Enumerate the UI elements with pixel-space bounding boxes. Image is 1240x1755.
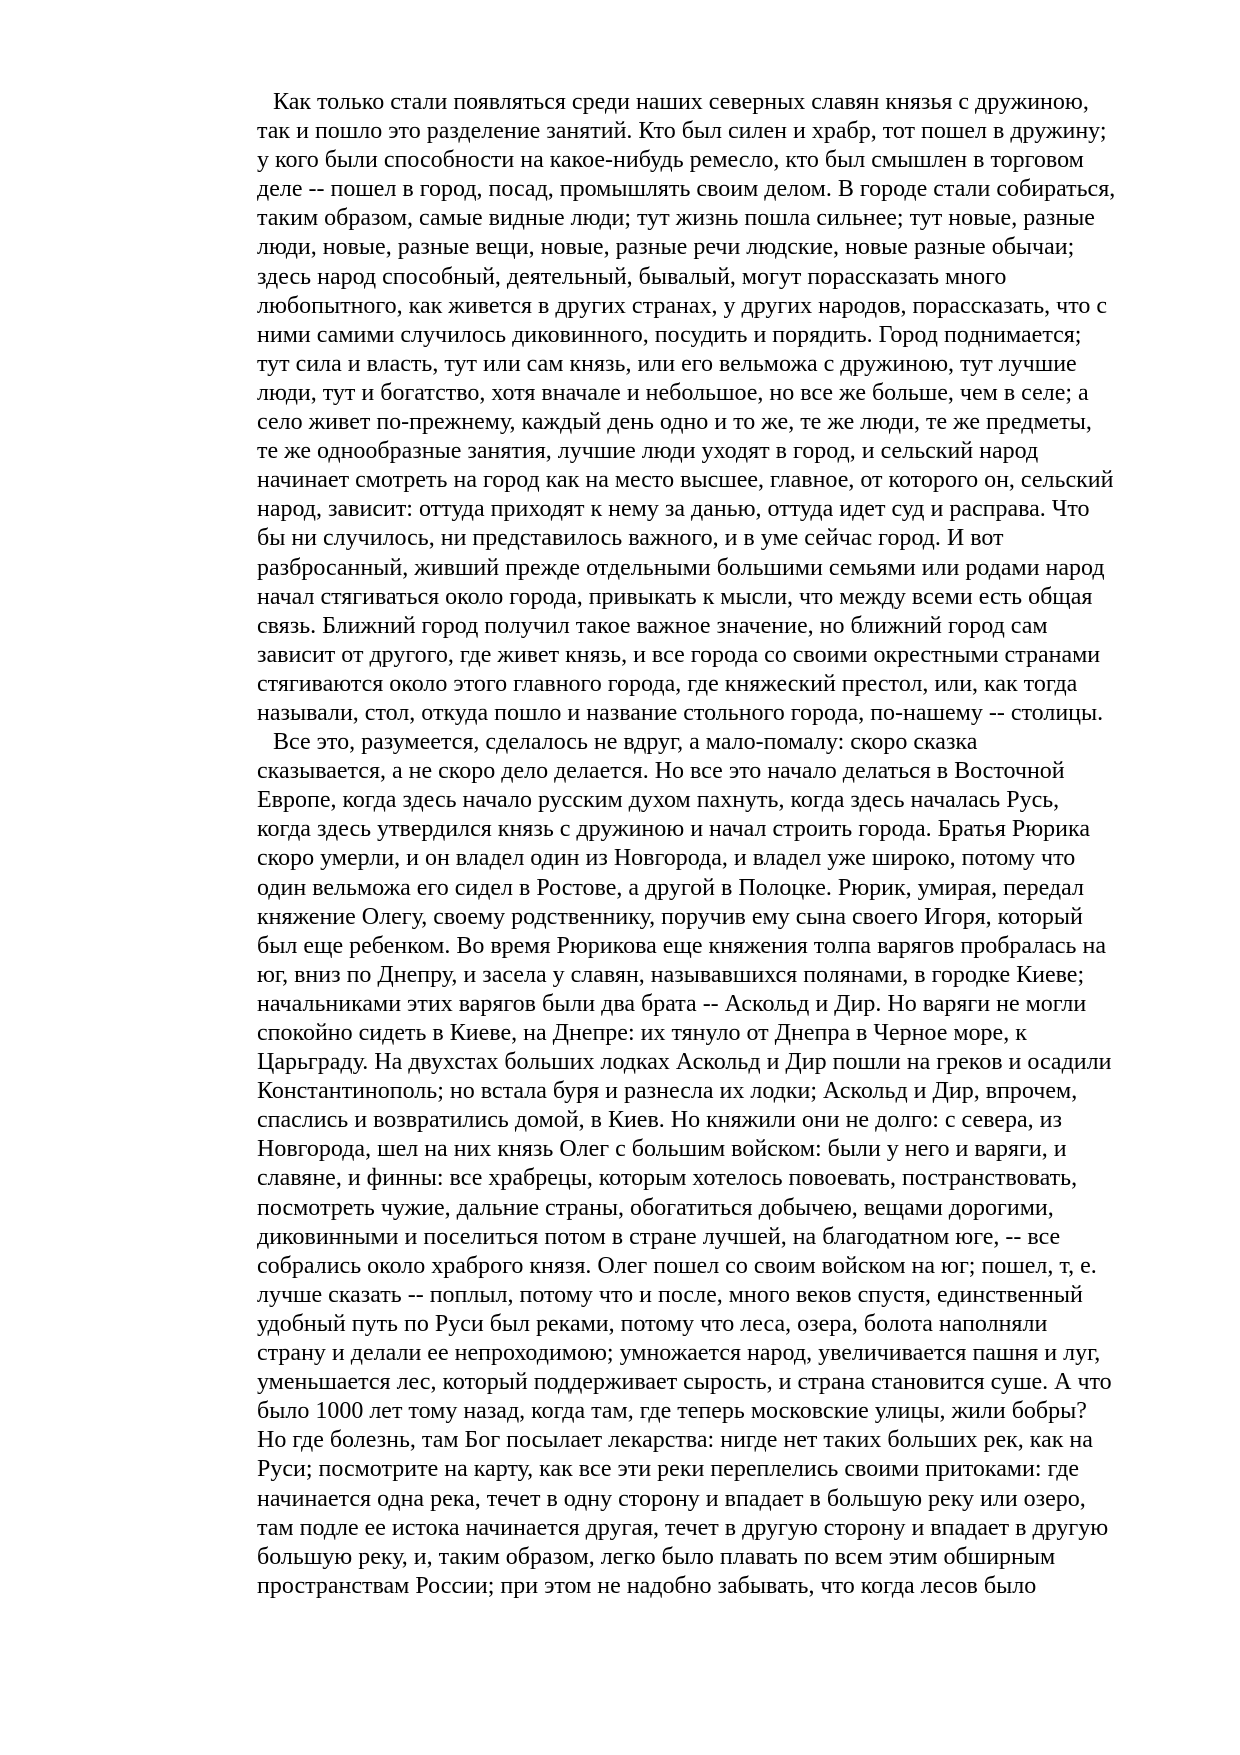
text-line: зависит от другого, где живет князь, и все города со своими окрестными странами: [257, 641, 1101, 668]
text-line: славяне, и финны: все храбрецы, которым хотелось повоевать, постранствовать,: [257, 1165, 1078, 1192]
text-line: Константинополь; но встала буря и разнесла их лодки; Аскольд и Дир, впрочем,: [257, 1078, 1078, 1105]
text-line: Как только стали появляться среди наших северных славян князья с дружиною,: [273, 89, 1089, 115]
paragraph-2: [257, 728, 1177, 1601]
paragraph-1: [257, 88, 1177, 728]
text-line: ними самими случилось диковинного, посудить и порядить. Город поднимается;: [257, 321, 1082, 348]
text-line: скоро умерли, и он владел один из Новгорода, и владел уже широко, потому что: [257, 845, 1076, 872]
text-line: люди, тут и богатство, хотя вначале и небольшое, но все же больше, чем в селе; а: [257, 379, 1089, 406]
text-line: здесь народ способный, деятельный, бывалый, могут порассказать много: [257, 263, 1007, 290]
text-line: таким образом, самые видные люди; тут жизнь пошла сильнее; тут новые, разные: [257, 205, 1095, 232]
text-line: село живет по-прежнему, каждый день одно и то же, те же люди, те же предметы,: [257, 409, 1092, 436]
text-line: у кого были способности на какое-нибудь ремесло, кто был смышлен в торговом: [257, 147, 1084, 174]
text-line: был еще ребенком. Во время Рюрикова еще княжения толпа варягов пробралась на: [257, 932, 1106, 959]
text-line: спаслись и возвратились домой, в Киев. Но княжили они не долго: с севера, из: [257, 1107, 1062, 1134]
text-line: лучше сказать -- поплыл, потому что и после, много веков спустя, единственный: [257, 1281, 1083, 1308]
text-line: уменьшается лес, который поддерживает сырость, и страна становится суше. А что: [257, 1369, 1112, 1396]
text-line: начальниками этих варягов были два брата -- Аскольд и Дир. Но варяги не могли: [257, 990, 1087, 1017]
text-line: Все это, разумеется, сделалось не вдруг, а мало-помалу: скоро сказка: [273, 729, 978, 756]
text-line: Руси; посмотрите на карту, как все эти реки переплелись своими притоками: где: [257, 1456, 1080, 1483]
text-line: когда здесь утвердился князь с дружиною и начал строить города. Братья Рюрика: [257, 816, 1090, 843]
text-line: связь. Ближний город получил такое важное значение, но ближний город сам: [257, 612, 1048, 639]
text-line: любопытного, как живется в других странах, у других народов, порассказать, что с: [257, 292, 1108, 319]
text-line: там подле ее истока начинается другая, течет в другую сторону и впадает в другую: [257, 1514, 1109, 1541]
text-line: тут сила и власть, тут или сам князь, или его вельможа с дружиною, тут лучшие: [257, 350, 1077, 377]
text-line: удобный путь по Руси был реками, потому что леса, озера, болота наполняли: [257, 1310, 1048, 1337]
body-text: [257, 88, 1177, 1601]
text-line: Царьграду. На двухстах больших лодках Аскольд и Дир пошли на греков и осадили: [257, 1049, 1112, 1076]
text-line: большую реку, и, таким образом, легко было плавать по всем этим обширным: [257, 1543, 1056, 1570]
text-line: разбросанный, живший прежде отдельными большими семьями или родами народ: [257, 554, 1105, 581]
text-line: начал стягиваться около города, привыкать к мысли, что между всеми есть общая: [257, 583, 1093, 610]
text-line: Но где болезнь, там Бог посылает лекарства: нигде нет таких больших рек, как на: [257, 1427, 1093, 1454]
text-line: начинается одна река, течет в одну сторону и впадает в большую реку или озеро,: [257, 1485, 1086, 1512]
text-line: один вельможа его сидел в Ростове, а другой в Полоцке. Рюрик, умирая, передал: [257, 874, 1084, 901]
text-line: посмотреть чужие, дальние страны, обогатиться добычею, вещами дорогими,: [257, 1194, 1054, 1221]
text-line: стягиваются около этого главного города, где княжеский престол, или, как тогда: [257, 670, 1078, 697]
text-line: бы ни случилось, ни представилось важного, и в уме сейчас город. И вот: [257, 525, 1004, 552]
text-line: было 1000 лет тому назад, когда там, где теперь московские улицы, жили бобры?: [257, 1398, 1087, 1425]
text-line: диковинными и поселиться потом в стране лучшей, на благодатном юге, -- все: [257, 1223, 1061, 1250]
text-line: пространствам России; при этом не надобно забывать, что когда лесов было: [257, 1572, 1037, 1599]
text-line: деле -- пошел в город, посад, промышлять своим делом. В городе стали собираться,: [257, 176, 1116, 203]
text-line: страну и делали ее непроходимою; умножается народ, увеличивается пашня и луг,: [257, 1340, 1101, 1367]
text-line: спокойно сидеть в Киеве, на Днепре: их тянуло от Днепра в Черное море, к: [257, 1020, 1027, 1046]
text-line: называли, стол, откуда пошло и название стольного города, по-нашему -- столицы.: [257, 699, 1104, 726]
text-line: юг, вниз по Днепру, и засела у славян, называвшихся полянами, в городке Киеве;: [257, 961, 1085, 988]
text-line: так и пошло это разделение занятий. Кто был силен и храбр, тот пошел в дружину;: [257, 118, 1107, 145]
text-line: те же однообразные занятия, лучшие люди уходят в город, и сельский народ: [257, 438, 1039, 465]
text-line: княжение Олегу, своему родственнику, поручив ему сына своего Игоря, который: [257, 903, 1083, 930]
text-line: люди, новые, разные вещи, новые, разные речи людские, новые разные обычаи;: [257, 234, 1075, 261]
text-line: Новгорода, шел на них князь Олег с большим войском: были у него и варяги, и: [257, 1136, 1067, 1163]
text-line: народ, зависит: оттуда приходят к нему за данью, оттуда идет суд и расправа. Что: [257, 496, 1090, 523]
text-line: сказывается, а не скоро дело делается. Но все это начало делаться в Восточной: [257, 758, 1065, 785]
text-line: собрались около храброго князя. Олег пошел со своим войском на юг; пошел, т, е.: [257, 1252, 1097, 1279]
text-line: начинает смотреть на город как на место высшее, главное, от которого он, сельский: [257, 467, 1114, 494]
text-line: Европе, когда здесь начало русским духом пахнуть, когда здесь началась Русь,: [257, 787, 1060, 814]
